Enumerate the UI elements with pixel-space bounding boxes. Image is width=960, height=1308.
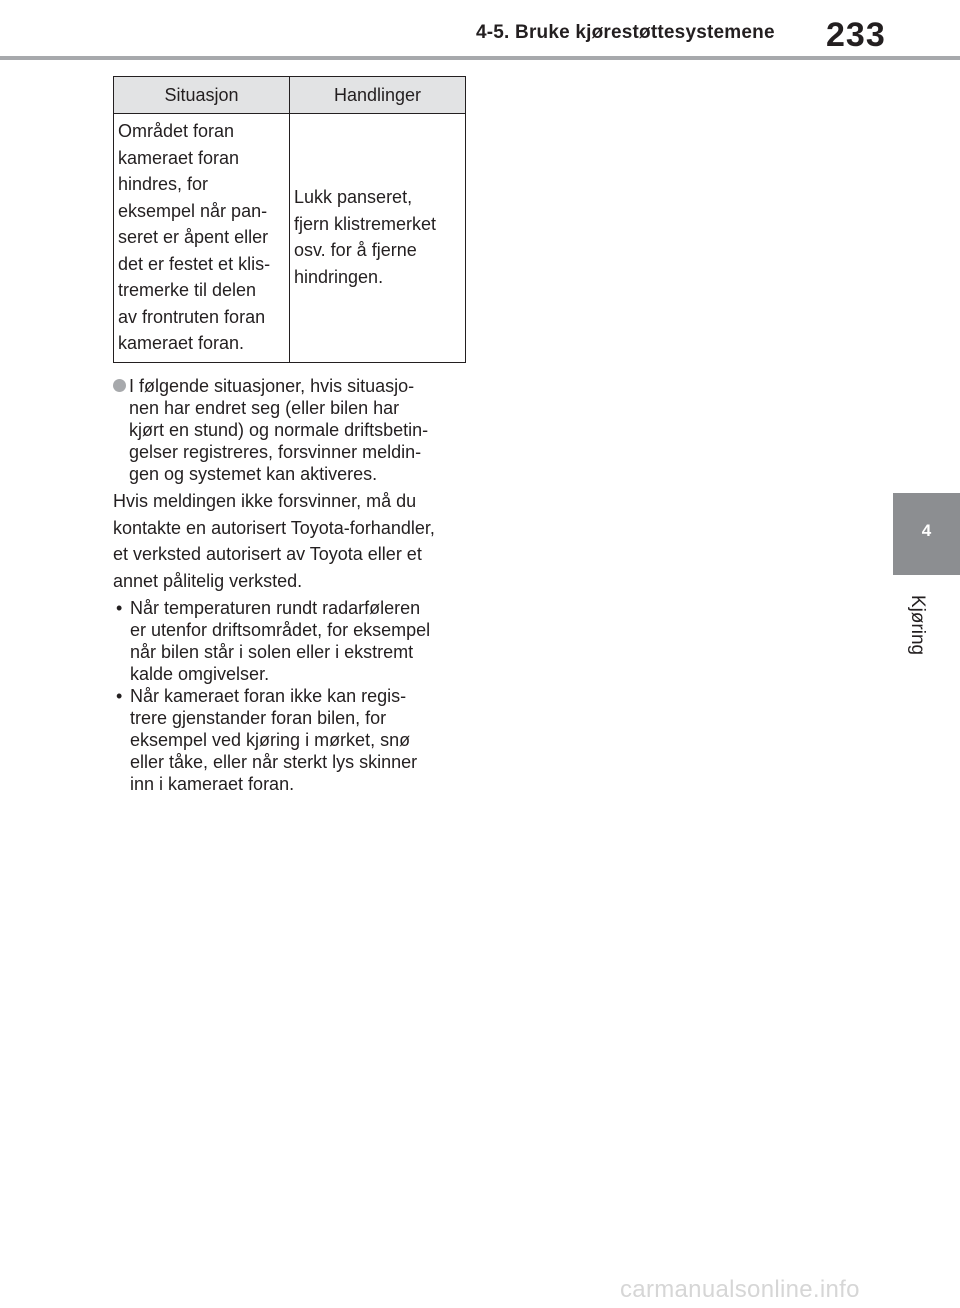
circle-bullet-paragraph xyxy=(113,375,465,485)
chapter-number: 4 xyxy=(921,521,932,540)
action-cell: Lukk panseret, fjern klistremerket osv. for å fjerne hindringen. xyxy=(290,114,466,363)
column-header-situation: Situasjon xyxy=(114,77,290,114)
list-bullet: • xyxy=(116,598,123,618)
bullet-paragraph-text: I følgende situasjoner, hvis situasjo- nen har endret seg (eller bilen har kjørt en stund) og normale driftsbetin- gelser registreres, forsvinner meldin- gen og systemet kan aktiveres. xyxy=(129,376,429,484)
section-title: 4-5. Bruke kjørestøttesystemene xyxy=(476,22,775,43)
table-header-row xyxy=(114,77,466,114)
circle-bullet-icon xyxy=(113,379,126,392)
watermark: carmanualsonline.info xyxy=(620,1276,860,1303)
situation-action-table xyxy=(113,76,466,363)
body-paragraph: Hvis meldingen ikke forsvinner, må du kontakte en autorisert Toyota-forhandler, et verksted autorisert av Toyota eller et annet pålitelig verksted. xyxy=(113,491,435,591)
list-item-text: Når kameraet foran ikke kan regis- trere gjenstander foran bilen, for eksempel ved kjøring i mørket, snø eller tåke, eller når sterkt lys skinner inn i kameraet foran. xyxy=(130,686,418,794)
chapter-name: Kjøring xyxy=(907,594,928,656)
table-row xyxy=(114,114,466,363)
page-number: 233 xyxy=(826,16,886,54)
header-divider xyxy=(0,56,960,60)
list-item-text: Når temperaturen rundt radarføleren er utenfor driftsområdet, for eksempel når bilen står i solen eller i ekstremt kalde omgivelser. xyxy=(130,598,431,684)
list-item xyxy=(113,597,465,685)
chapter-tab xyxy=(893,493,960,575)
situation-cell: Området foran kameraet foran hindres, for eksempel når pan- seret er åpent eller det er festet et klis- tremerke til delen av frontruten foran kameraet foran. xyxy=(114,114,290,363)
list-item xyxy=(113,685,465,795)
list-bullet: • xyxy=(116,686,123,706)
condition-list xyxy=(113,597,465,795)
column-header-actions: Handlinger xyxy=(290,77,466,114)
